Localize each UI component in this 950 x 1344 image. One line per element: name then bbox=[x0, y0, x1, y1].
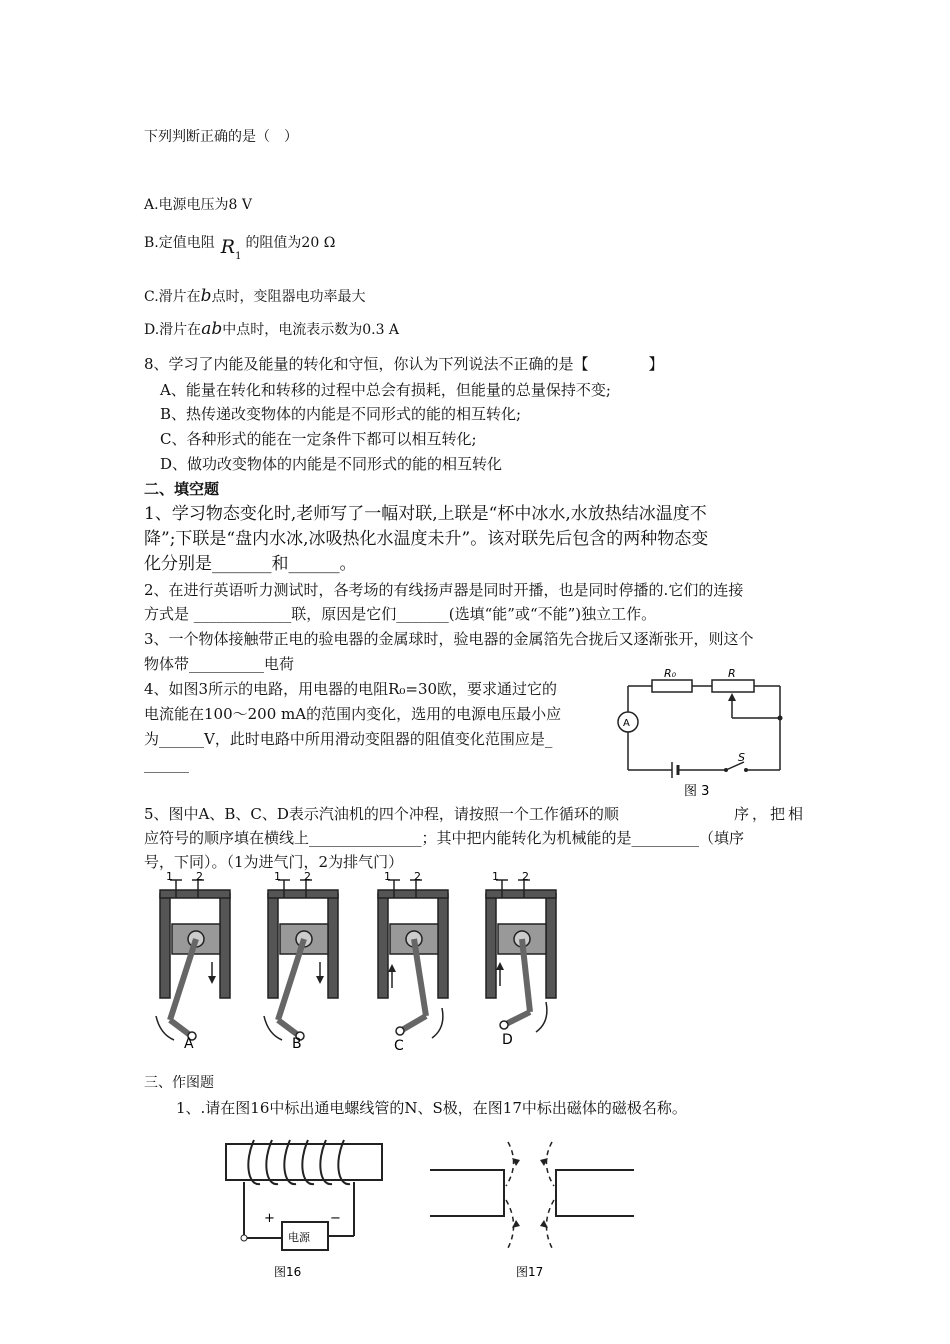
fig16-caption: 图16 bbox=[274, 1265, 302, 1279]
s2-q1-line1: 1、学习物态变化时,老师写了一幅对联,上联是“杯中冰水,水放热结冰温度不 bbox=[144, 504, 707, 524]
engine-b-label: B bbox=[292, 1036, 302, 1052]
fig3-switch-label: S bbox=[738, 751, 745, 764]
engine-d-label: D bbox=[502, 1032, 513, 1048]
s2-q4-line1: 4、如图3所示的电路，用电器的电阻R₀=30欧，要求通过它的 bbox=[144, 680, 558, 698]
s2-q3-line2: 物体带__________电荷 bbox=[144, 655, 295, 673]
q7-option-c-pre: C.滑片在 bbox=[144, 289, 201, 305]
q7-stem: 下列判断正确的是（ ） bbox=[144, 129, 298, 145]
engine-c-valve-2: 2 bbox=[414, 870, 421, 883]
fig3-r-label: R bbox=[728, 667, 736, 680]
engine-d-valve-2: 2 bbox=[522, 870, 529, 883]
r1-symbol: R bbox=[220, 236, 236, 258]
engine-b-valve-2: 2 bbox=[304, 870, 311, 883]
fig3-ammeter-label: A bbox=[623, 718, 630, 729]
b-symbol: b bbox=[200, 286, 212, 306]
q7-option-c-post: 点时，变阻器电功率最大 bbox=[211, 289, 366, 305]
q8-stem: 8、学习了内能及能量的转化和守恒，你认为下列说法不正确的是【 】 bbox=[144, 355, 664, 373]
s2-q2-line1: 2、在进行英语听力测试时，各考场的有线扬声器是同时开播，也是同时停播的.它们的连接 bbox=[144, 581, 744, 599]
engine-c-valve-1: 1 bbox=[384, 870, 391, 883]
q7-option-d bbox=[144, 320, 399, 339]
figure-3-circuit bbox=[612, 664, 792, 800]
q7-option-d-post: 中点时，电流表示数为0.3 A bbox=[222, 322, 400, 338]
engine-a bbox=[156, 870, 230, 1052]
fig3-r0-label: R₀ bbox=[664, 667, 677, 680]
q7-option-a: A.电源电压为8 V bbox=[144, 197, 253, 213]
engine-a-label: A bbox=[184, 1036, 194, 1052]
section-3-title: 三、作图题 bbox=[144, 1075, 214, 1091]
s2-q3-line1: 3、一个物体接触带正电的验电器的金属球时，验电器的金属箔先合拢后又逐渐张开，则这个 bbox=[144, 630, 754, 648]
s2-q5-line1b: 序，把相 bbox=[734, 805, 807, 823]
figure-17-magnets bbox=[428, 1134, 638, 1280]
fig16-plus: + bbox=[264, 1211, 275, 1226]
q8-option-b: B、热传递改变物体的内能是不同形式的能的相互转化; bbox=[160, 405, 522, 423]
q7-option-b bbox=[144, 232, 336, 262]
s2-q4-line3: 为______V，此时电路中所用滑动变阻器的阻值变化范围应是_ bbox=[144, 730, 553, 748]
q7-option-c bbox=[144, 287, 366, 306]
fig16-minus: − bbox=[330, 1211, 341, 1226]
engine-a-valve-1: 1 bbox=[166, 870, 173, 883]
engine-a-valve-2: 2 bbox=[196, 870, 203, 883]
s2-q5-line3: 号，下同）。（1为进气门，2为排气门） bbox=[144, 853, 404, 871]
s2-q1-line3: 化分别是_______和______。 bbox=[144, 554, 357, 574]
r1-subscript: 1 bbox=[235, 251, 242, 262]
s2-q4-line2: 电流能在100～200 mA的范围内变化，选用的电源电压最小应 bbox=[144, 705, 562, 723]
fig17-caption: 图17 bbox=[516, 1265, 544, 1279]
engine-b-valve-1: 1 bbox=[274, 870, 281, 883]
fig3-caption: 图 3 bbox=[684, 784, 710, 799]
section-2-title: 二、填空题 bbox=[144, 480, 220, 498]
s2-q5-line1a: 5、图中A、B、C、D表示汽油机的四个冲程，请按照一个工作循环的顺 bbox=[144, 805, 619, 823]
fig16-power-source: 电源 bbox=[288, 1231, 310, 1244]
s2-q5-line2: 应符号的顺序填在横线上_______________；其中把内能转化为机械能的是_________（填序 bbox=[144, 829, 745, 847]
engine-c-label: C bbox=[394, 1038, 404, 1054]
engine-d-valve-1: 1 bbox=[492, 870, 499, 883]
q8-option-a: A、能量在转化和转移的过程中总会有损耗，但能量的总量保持不变; bbox=[160, 381, 611, 399]
engine-d bbox=[486, 870, 556, 1048]
s2-q4-line4: ______ bbox=[144, 755, 189, 773]
s2-q2-line2: 方式是 _____________联，原因是它们_______(选填“能”或“不能”)独立工作。 bbox=[144, 605, 657, 623]
q7-option-d-pre: D.滑片在 bbox=[144, 322, 202, 338]
engine-strokes-figure bbox=[148, 868, 568, 1058]
ab-symbol: ab bbox=[201, 319, 223, 339]
q7-option-b-pre: B.定值电阻 bbox=[144, 235, 215, 251]
engine-b bbox=[264, 870, 338, 1052]
s3-q1: 1、.请在图16中标出通电螺线管的N、S极，在图17中标出磁体的磁极名称。 bbox=[176, 1099, 687, 1117]
engine-c bbox=[378, 870, 448, 1054]
q8-option-d: D、做功改变物体的内能是不同形式的能的相互转化 bbox=[160, 455, 503, 473]
figure-16-solenoid bbox=[220, 1134, 390, 1280]
q7-option-b-post: 的阻值为20 Ω bbox=[245, 235, 336, 251]
s2-q1-line2: 降”;下联是“盘内水冰,冰吸热化水温度未升”。该对联先后包含的两种物态变 bbox=[144, 529, 709, 549]
q8-option-c: C、各种形式的能在一定条件下都可以相互转化; bbox=[160, 430, 477, 448]
